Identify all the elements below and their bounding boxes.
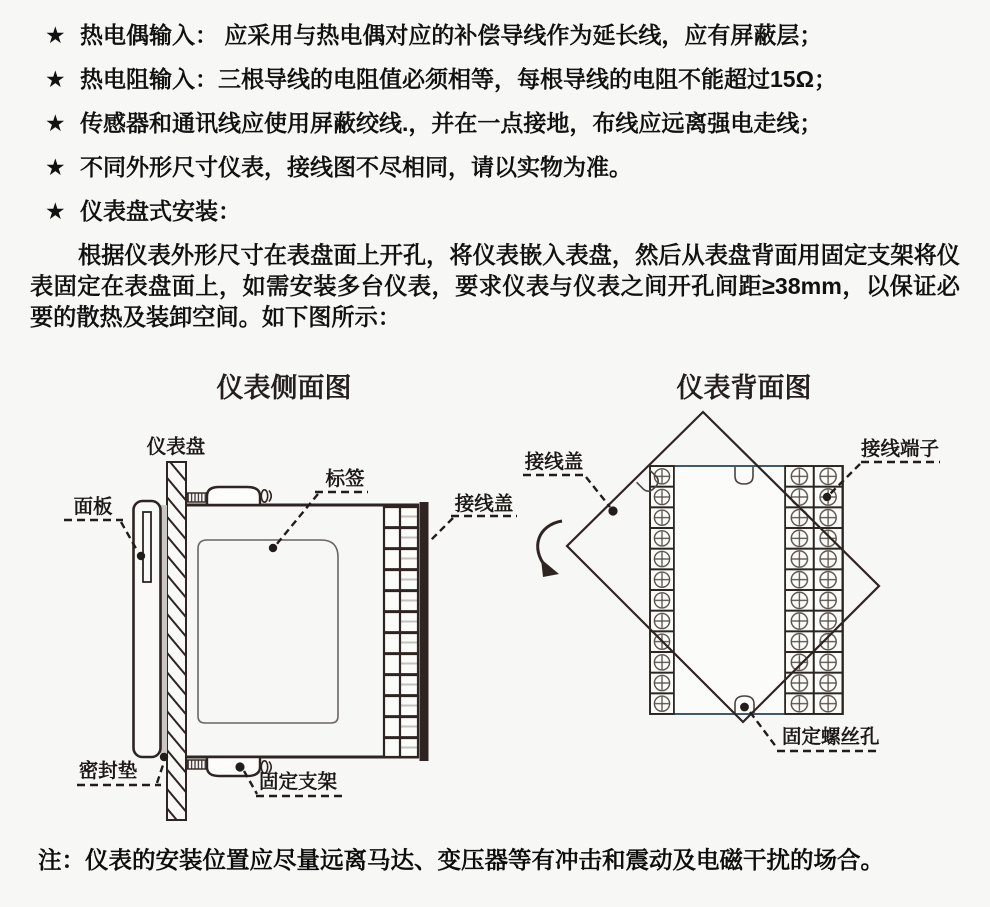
label-terminal-block: 接线端子 (860, 438, 940, 460)
terminal-columns-right (785, 466, 843, 714)
bullet-item (45, 145, 980, 189)
star-bullet-icon: ★ (45, 66, 66, 92)
wiring-cover-back-pointer-dot (608, 506, 617, 515)
side-view-diagram (64, 373, 517, 820)
star-bullet-icon: ★ (45, 154, 66, 180)
label-wiring-cover-back: 接线盖 (524, 451, 584, 473)
star-bullet-icon: ★ (45, 198, 66, 224)
panel-wall-shape (167, 462, 186, 820)
bullet-item (45, 189, 980, 233)
front-panel-shape (134, 501, 161, 757)
top-screw-thread (187, 493, 207, 502)
installation-paragraph: 根据仪表外形尺寸在表盘面上开孔，将仪表嵌入表盘，然后从表盘背面用固定支架将仪表固定在表盘面上，如需安装多台仪表，要求仪表与仪表之间开孔间距≥38mm，以保证必要的散热及装卸空间。如下图所示： (30, 242, 960, 330)
top-screw-head-arc (269, 491, 271, 502)
label-panel-board: 仪表盘 (146, 436, 206, 458)
diagram-canvas (0, 355, 990, 835)
wiring-cover-bar (420, 502, 429, 761)
seal-gasket-leader (157, 762, 164, 783)
label-seal-gasket: 密封垫 (78, 760, 138, 782)
terminal-column-left (650, 466, 674, 714)
screw-hole-leader (750, 712, 777, 748)
bullet-text: 仪表盘式安装： (80, 198, 241, 224)
tag-leader (276, 494, 318, 545)
wiring-cover-back-leader (586, 477, 610, 507)
tag-window-shape (198, 540, 338, 723)
bullet-text: 热电阻输入：三根导线的电阻值必须相等，每根导线的电阻不能超过15Ω； (80, 66, 838, 92)
screw-hole-pointer-dot (740, 703, 749, 712)
label-wiring-cover-side: 接线盖 (454, 493, 514, 515)
bullet-text: 不同外形尺寸仪表，接线图不尽相同，请以实物为准。 (80, 154, 632, 180)
back-view-diagram (523, 373, 940, 751)
front-panel-pointer-dot (137, 552, 145, 560)
tag-pointer-dot (269, 544, 277, 552)
fixing-bracket-pointer-dot (235, 762, 244, 771)
side-view-title: 仪表侧面图 (216, 373, 352, 403)
rotation-arrow-head (541, 559, 559, 577)
star-bullet-icon: ★ (45, 110, 66, 136)
label-tag: 标签 (325, 468, 365, 490)
bottom-bracket-shape (207, 757, 260, 776)
star-bullet-icon: ★ (45, 22, 66, 48)
label-fixing-bracket: 固定支架 (259, 771, 338, 793)
back-view-title: 仪表背面图 (676, 373, 812, 403)
bullet-text: 传感器和通讯线应使用屏蔽绞线.，并在一点接地，布线应远离强电走线； (80, 110, 823, 136)
terminal-block-pointer-dot (823, 493, 831, 501)
label-screw-hole: 固定螺丝孔 (782, 726, 880, 748)
bullet-item (45, 13, 980, 57)
bottom-screw-thread (187, 760, 207, 769)
top-bracket-shape (207, 487, 260, 505)
bullet-text: 热电偶输入： 应采用与热电偶对应的补偿导线作为延长线，应有屏蔽层； (80, 22, 823, 48)
seal-gasket-pointer-dot (160, 753, 168, 761)
bullet-item (45, 57, 980, 101)
top-screw-head (261, 490, 267, 502)
bullet-list (45, 13, 980, 233)
wiring-cover-leader (430, 518, 453, 541)
label-front-panel: 面板 (73, 496, 113, 518)
bullet-item (45, 101, 980, 145)
bottom-note: 注：仪表的安装位置应尽量远离马达、变压器等有冲击和震动及电磁干扰的场合。 (38, 847, 884, 873)
top-notch-shape (735, 467, 753, 484)
